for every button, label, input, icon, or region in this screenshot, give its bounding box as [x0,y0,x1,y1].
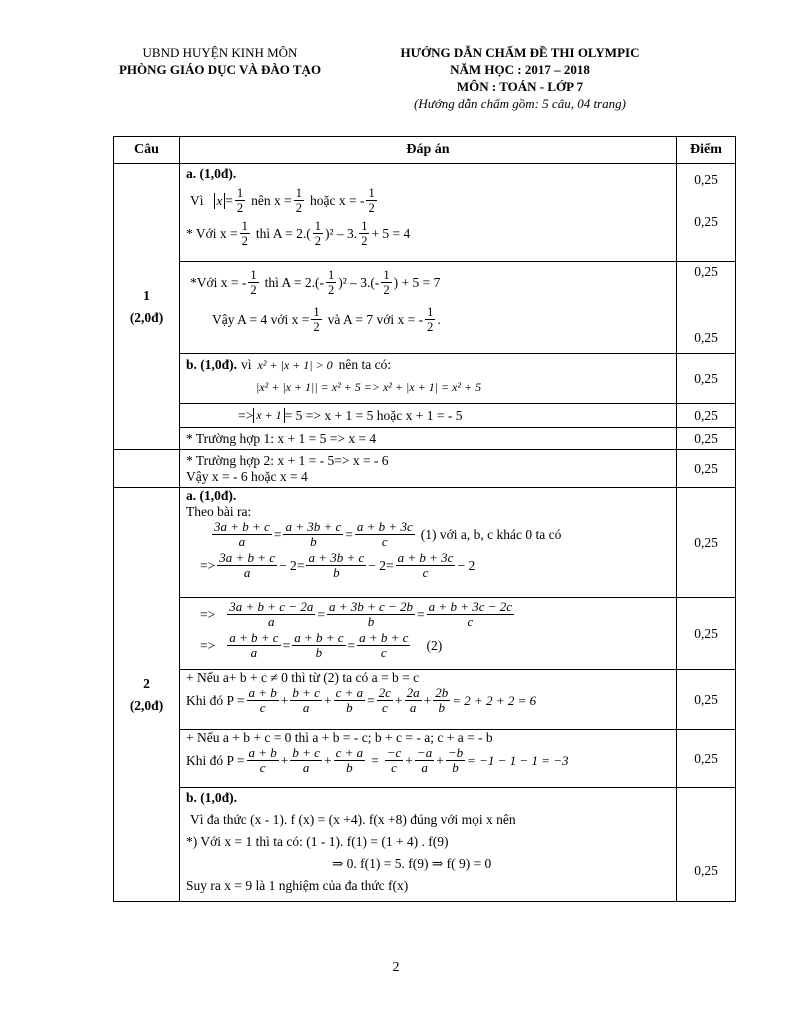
col-header-diem: Điểm [677,137,736,164]
table-row [114,404,736,428]
fraction: $\frac{2c}{c}$ [378,685,392,715]
text: = 5 => x + 1 = 5 hoặc x + 1 = - 5 [284,407,463,423]
fraction: $\frac{a + b + 3c}{c}$ [356,519,413,549]
question-points: (2,0đ) [129,309,164,325]
fraction: $\frac{a + b + c}{c}$ [359,630,409,660]
fraction: $\frac{1}{2}$ [250,268,257,297]
header-right [360,44,680,112]
question-points: (2,0đ) [129,697,164,713]
part-title: a. (1,0đ). [186,488,237,503]
conclusion-line: Suy ra x = 9 là 1 nghiệm của đa thức f(x) [186,878,409,893]
doc-note: (Hướng dẫn chấm gồm: 5 câu, 04 trang) [414,96,626,111]
score-cell [677,730,736,788]
formula-line [200,631,670,660]
fraction: $\frac{b + c}{a}$ [292,685,320,715]
formula-line [200,600,670,629]
text: Vậy A = 4 với x = [212,311,310,327]
fraction: $\frac{a + b}{c}$ [248,685,277,715]
answer-cell [180,730,677,788]
statement-line: *) Với x = 1 thì ta có: (1 - 1). f(1) = (1 + 4) . f(9) [186,834,449,849]
case-line: * Trường hợp 2: x + 1 = - 5=> x = - 6 [186,452,389,468]
formula-line [210,520,670,549]
table-row [114,670,736,730]
score-cell [677,488,736,598]
formula-line [200,551,670,580]
text: thì A = 2.(- [264,274,324,290]
fraction: $\frac{1}{2}$ [313,305,320,334]
answer-cell [180,354,677,404]
text: => [200,606,216,622]
page-number: 2 [392,960,400,975]
text: + [423,692,432,708]
abs-x: x [214,193,226,209]
school-year: NĂM HỌC : 2017 – 2018 [450,62,590,77]
score-cell [677,428,736,450]
fraction: $\frac{c + a}{b}$ [335,685,364,715]
table-row [114,788,736,902]
case-line: * Trường hợp 1: x + 1 = 5 => x = 4 [186,430,377,446]
question-1-cell-cont [114,450,180,488]
fraction: $\frac{a + 3b + c}{b}$ [285,519,342,549]
answer-table [113,136,736,902]
question-1-cell [114,164,180,450]
district-name: UBND HUYỆN KINH MÔN [142,45,298,60]
question-2-cell [114,488,180,902]
score: 0,25 [694,534,718,550]
text: + [323,692,332,708]
fraction: $\frac{a + 3b + c}{b}$ [308,550,365,580]
text: nên ta có: [338,357,392,372]
text: − 2 [279,557,297,573]
text: = [367,692,375,708]
table-row [114,488,736,598]
score: 0,25 [694,370,718,386]
case-line: + Nếu a+ b + c ≠ 0 thì từ (2) ta có a = b = c [186,670,420,685]
formula-line [238,407,670,425]
doc-title: HƯỚNG DẪN CHẤM ĐỀ THI OLYMPIC [400,45,640,60]
formula-line [186,356,670,374]
text: *Với x = - [190,274,247,290]
fraction: $\frac{1}{2}$ [295,186,303,215]
abs-expr: x + 1 [253,408,284,423]
text: nên x = [251,192,292,208]
text: )² – 3. [325,225,358,241]
text: + [436,752,444,768]
text: + [323,752,332,768]
text: hoặc x = - [310,192,365,208]
col-header-cau: Câu [114,137,180,164]
text: − 2 [368,557,387,573]
fraction: $\frac{3a + b + c}{a}$ [219,550,276,580]
question-number: 1 [143,287,150,303]
part-title: b. (1,0đ). [186,357,238,372]
fraction: $\frac{1}{2}$ [361,219,368,248]
answer-cell [180,164,677,262]
subject: MÔN : TOÁN - LỚP 7 [456,79,584,94]
text: = 2 + 2 + 2 = 6 [452,692,537,708]
math-expr: x² + |x + 1| > 0 [257,357,333,372]
text: . [437,311,441,327]
score: 0,25 [694,430,718,446]
text: = −1 − 1 − 1 = −3 [467,752,569,768]
text: => [238,407,254,423]
answer-cell [180,262,677,354]
text: (1) với a, b, c khác 0 ta có [420,526,562,542]
text: + [280,692,289,708]
header-left [100,44,340,78]
answer-cell [180,404,677,428]
score: 0,25 [694,863,718,878]
score-cell [677,670,736,730]
formula-line [186,746,670,775]
score: 0,25 [694,750,718,766]
text: + [405,752,413,768]
col-header-dapan: Đáp án [180,137,677,164]
text: )² – 3.(- [338,274,380,290]
fraction: $\frac{3a + b + c - 2a}{a}$ [229,599,314,629]
answer-cell [180,788,677,902]
score: 0,25 [694,172,718,187]
text: => [200,557,216,573]
text: − 2 [457,557,476,573]
score: 0,25 [694,407,718,423]
score-cell [677,404,736,428]
table-row [114,730,736,788]
score: 0,25 [694,460,718,476]
fraction: $\frac{3a + b + c}{a}$ [214,519,270,549]
text: = [417,606,425,622]
score-cell [677,262,736,354]
text: = [386,557,394,573]
score: 0,25 [694,691,718,707]
score: 0,25 [694,625,718,641]
score-cell [677,598,736,670]
text: => [200,637,216,653]
score: 0,25 [694,330,718,345]
text: = [273,526,282,542]
text: Vì [190,192,204,208]
text: Khi đó P = [186,692,245,708]
fraction: $\frac{-a}{a}$ [416,745,433,775]
answer-cell [180,670,677,730]
score-cell [677,450,736,488]
part-title: a. (1,0đ). [186,166,237,181]
intro-line: Theo bài ra: [186,504,252,519]
case-line: + Nếu a + b + c = 0 thì a + b = - c; b + c = - a; c + a = - b [186,730,493,745]
fraction: $\frac{1}{2}$ [236,186,244,215]
fraction: $\frac{c + a}{b}$ [335,745,364,775]
department-name: PHÒNG GIÁO DỤC VÀ ĐÀO TẠO [118,62,322,77]
fraction: $\frac{a + b}{c}$ [248,745,277,775]
fraction: $\frac{1}{2}$ [383,268,390,297]
conclusion-line: Vậy x = - 6 hoặc x = 4 [186,468,308,484]
table-header-row [114,137,736,164]
fraction: $\frac{-c}{c}$ [386,745,402,775]
text: + 5 = 4 [371,225,411,241]
fraction: $\frac{a + b + c}{a}$ [229,630,279,660]
text: (2) [426,637,443,653]
score-cell [677,354,736,404]
fraction: $\frac{a + b + 3c}{c}$ [397,550,454,580]
text: = [282,637,291,653]
formula-line: |x² + |x + 1|| = x² + 5 => x² + |x + 1| = x² + 5 [256,379,482,394]
answer-cell [180,598,677,670]
score: 0,25 [694,214,718,229]
statement-line: Vì đa thức (x - 1). f (x) = (x +4). f(x +8) đúng với mọi x nên [190,812,516,827]
text: * Với x = [186,225,238,241]
text: = [347,637,356,653]
fraction: $\frac{1}{2}$ [427,305,434,334]
score-cell [677,164,736,262]
text: = [345,526,353,542]
score: 0,25 [694,264,718,279]
table-row [114,164,736,262]
fraction: $\frac{a + b + 3c - 2c}{c}$ [428,599,513,629]
answer-cell [180,450,677,488]
formula-line [186,186,670,215]
table-row [114,428,736,450]
fraction: $\frac{1}{2}$ [314,219,322,248]
fraction: $\frac{a + 3b + c - 2b}{b}$ [328,599,414,629]
answer-cell [180,428,677,450]
fraction: $\frac{1}{2}$ [241,219,248,248]
text: + [280,752,289,768]
text: = [371,752,379,768]
text: ) + 5 = 7 [393,274,441,290]
table-row [114,354,736,404]
fraction: $\frac{-b}{b}$ [447,745,464,775]
text: = [225,192,233,208]
score-cell [677,788,736,902]
text: Khi đó P = [186,752,245,768]
fraction: $\frac{2b}{b}$ [435,685,449,715]
statement-line: ⇒ 0. f(1) = 5. f(9) ⇒ f( 9) = 0 [332,856,492,871]
question-number: 2 [143,675,150,691]
formula-line [186,305,670,334]
fraction: $\frac{1}{2}$ [328,268,335,297]
formula-line [186,268,670,297]
text: và A = 7 với x = - [327,311,424,327]
formula-line [186,219,670,248]
fraction: $\frac{a + b + c}{b}$ [294,630,344,660]
text: = [296,557,305,573]
fraction: $\frac{2a}{a}$ [406,685,420,715]
text: + [395,692,403,708]
part-title: b. (1,0đ). [186,790,238,805]
text: thì A = 2.( [255,225,311,241]
text: vì [241,357,252,372]
fraction: $\frac{b + c}{a}$ [292,745,320,775]
text: = [317,606,325,622]
table-row [114,262,736,354]
formula-line [186,686,670,715]
fraction: $\frac{1}{2}$ [368,186,375,215]
table-row [114,450,736,488]
answer-cell [180,488,677,598]
table-row [114,598,736,670]
